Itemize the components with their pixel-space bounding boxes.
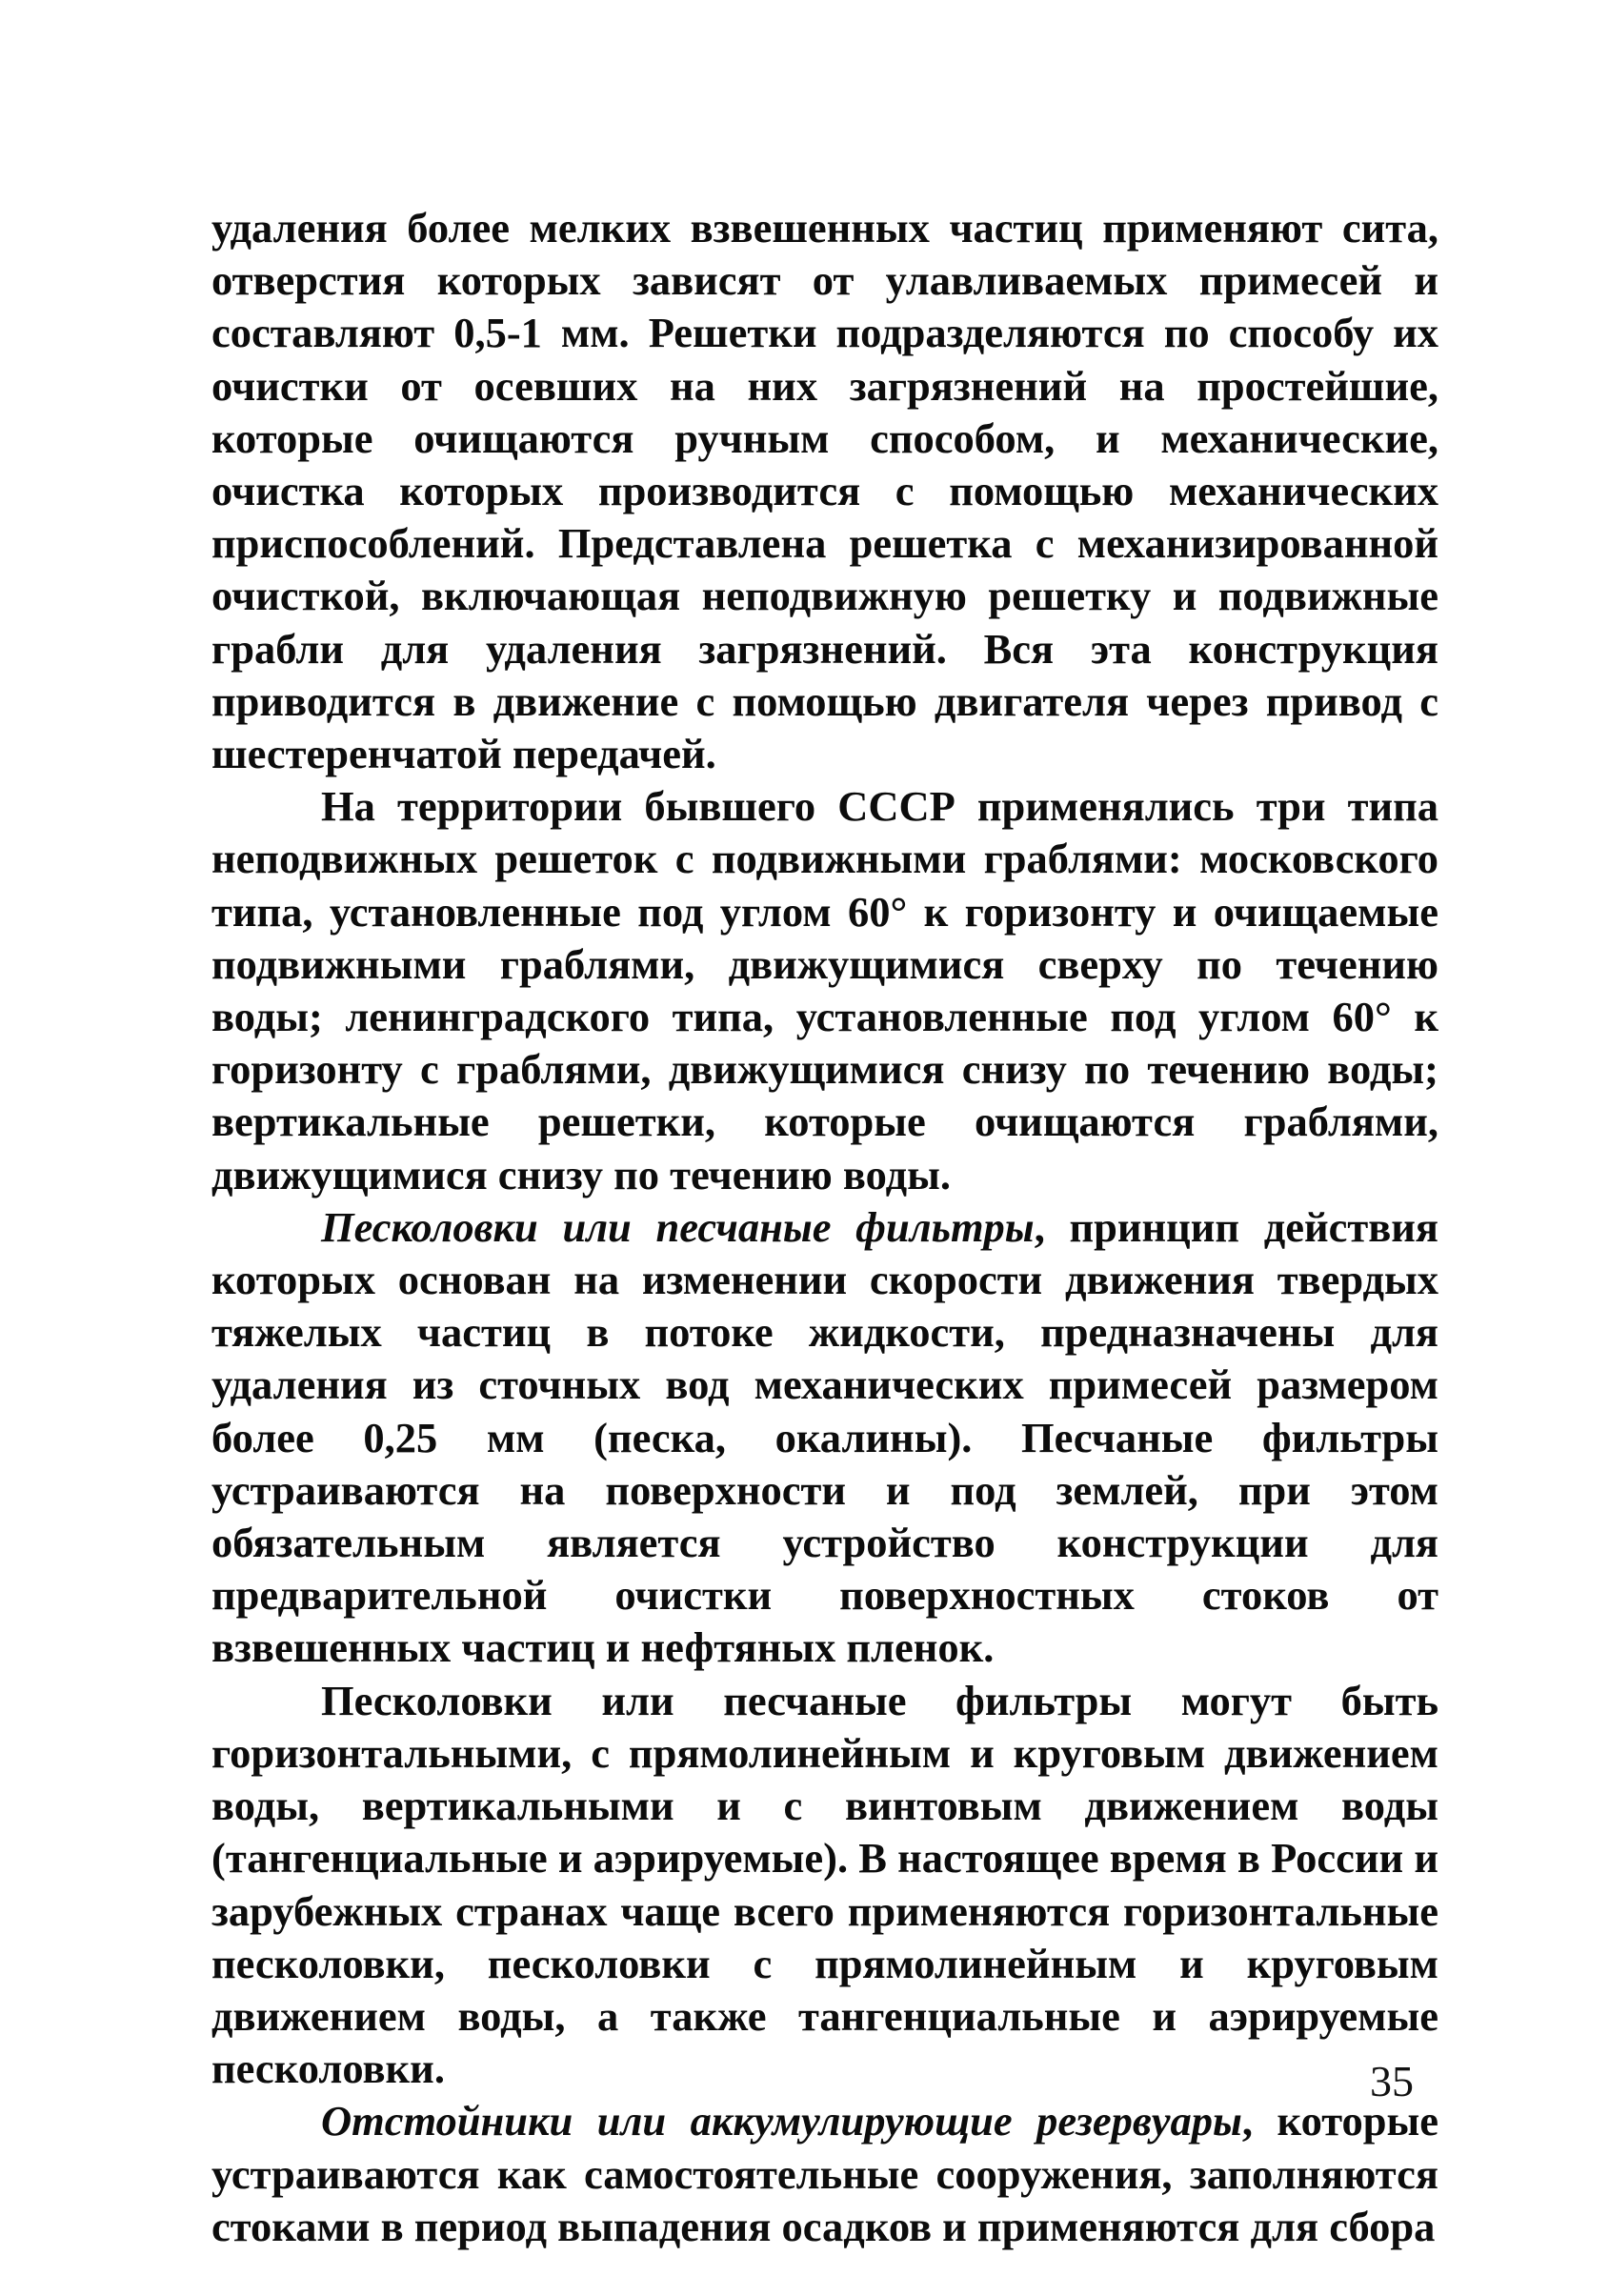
paragraph-5 [211, 2095, 1438, 2253]
page-body [211, 202, 1438, 2253]
paragraph-2 [211, 780, 1438, 1201]
page-number: 35 [1370, 2057, 1414, 2105]
paragraph-3 [211, 1201, 1438, 1675]
paragraph-text: удаления более мелких взвешенных частиц применяют сита, отверстия которых зависят от улавливаемых примесей и составляют 0,5-1 мм. Решетки подразделяются по способу их очистки от осевших на них загрязнений на простейшие, которые очищаются ручным способом, и механические, очистка которых производится с помощью механических приспособлений. Представлена решетка с механизированной очисткой, включающая неподвижную решетку и подвижные грабли для удаления загрязнений. Вся эта конструкция приводится в движение с помощью двигателя через привод с шестеренчатой передачей. [211, 204, 1438, 778]
paragraph-text: На территории бывшего СССР применялись три типа неподвижных решеток с подвижными граблями: московского типа, установленные под углом 60° к горизонту и очищаемые подвижными граблями, движущимися сверху по течению воды; ленинградского типа, установленные под углом 60° к горизонту с граблями, движущимися снизу по течению воды; вертикальные решетки, которые очищаются граблями, движущимися снизу по течению воды. [211, 782, 1438, 1198]
term-heading: Песколовки или песчаные фильтры [321, 1202, 1035, 1251]
paragraph-4 [211, 1675, 1438, 2096]
paragraph-1 [211, 202, 1438, 780]
term-heading: Отстойники или аккумулирующие резервуары [321, 2097, 1242, 2145]
paragraph-text: , принцип действия которых основан на изменении скорости движения твердых тяжелых частиц в потоке жидкости, предназначены для удаления из сточных вод механических примесей размером более 0,25 мм (песка, окалины). Песчаные фильтры устраиваются на поверхности и под землей, при этом обязательным является устройство конструкции для предварительной очистки поверхностных стоков от взвешенных частиц и нефтяных пленок. [211, 1202, 1438, 1672]
paragraph-text: Песколовки или песчаные фильтры могут быть горизонтальными, с прямолинейным и круговым движением воды, вертикальными и с винтовым движением воды (тангенциальные и аэрируемые). В настоящее время в России и зарубежных странах чаще всего применяются горизонтальные песколовки, песколовки с прямолинейным и круговым движением воды, а также тангенциальные и аэрируемые песколовки. [211, 1676, 1438, 2093]
paragraph-text: , которые устраиваются как самостоятельные сооружения, заполняются стоками в период выпадения осадков и применяются для сбора [211, 2097, 1439, 2250]
